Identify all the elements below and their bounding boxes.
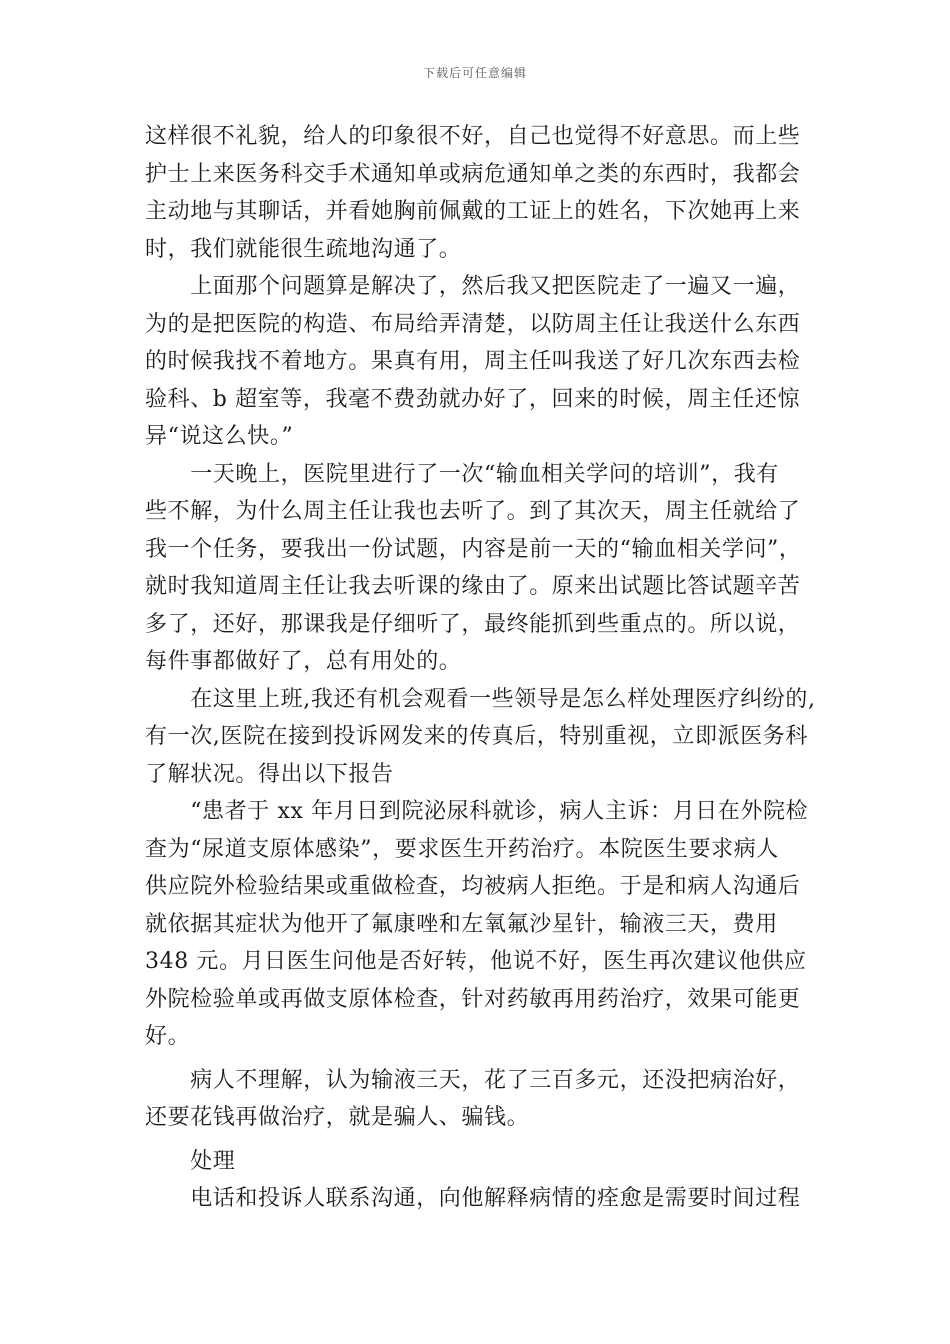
text-line: 348 元。月日医生问他是否好转，他说不好，医生再次建议他供应 [145, 949, 807, 974]
page-header: 下载后可任意编辑 [422, 66, 527, 80]
text-line: 在这里上班,我还有机会观看一些领导是怎么样处理医疗纠纷的, [145, 686, 816, 712]
text-line: 供应院外检验结果或重做检查，均被病人拒绝。于是和病人沟通后 [145, 874, 801, 899]
text-line: 电话和投诉人联系沟通，向他解释病情的痊愈是需要时间过程 [145, 1186, 801, 1211]
text-line: 有一次,医院在接到投诉网发来的传真后，特别重视，立即派医务科 [145, 724, 808, 749]
text-line: 时，我们就能很生疏地沟通了。 [145, 236, 462, 262]
text-line: 的时候我找不着地方。果真有用，周主任叫我送了好几次东西去检 [145, 349, 801, 374]
text-line: 了解状况。得出以下报告 [145, 761, 394, 787]
text-line: 多了，还好，那课我是仔细听了，最终能抓到些重点的。所以说， [145, 611, 801, 637]
text-line: “患者于 xx 年月日到院泌尿科就诊，病人主诉：月日在外院检 [145, 799, 809, 824]
text-line: 就依据其症状为他开了氟康唑和左氧氟沙星针，输液三天，费用 [145, 911, 778, 937]
text-line: 一天晚上，医院里进行了一次“输血相关学问的培训”，我有 [145, 461, 779, 487]
text-line: 每件事都做好了，总有用处的。 [145, 649, 462, 674]
text-line: 为的是把医院的构造、布局给弄清楚，以防周主任让我送什么东西 [145, 311, 801, 337]
text-line: 主动地与其聊话，并看她胸前佩戴的工证上的姓名，下次她再上来 [145, 199, 801, 224]
section-heading: 处理 [145, 1148, 236, 1174]
text-line: 验科、b 超室等，我毫不费劲就办好了，回来的时候，周主任还惊 [145, 386, 801, 412]
text-line: 就时我知道周主任让我去听课的缘由了。原来出试题比答试题辛苦 [145, 574, 801, 599]
document-body [145, 118, 815, 1218]
text-line: 些不解，为什么周主任让我也去听了。到了其次天，周主任就给了 [145, 499, 801, 524]
text-line: 上面那个问题算是解决了，然后我又把医院走了一遍又一遍， [145, 274, 801, 299]
text-line: 好。 [145, 1024, 191, 1049]
text-line: 异“说这么快。” [145, 424, 294, 449]
text-line: 我一个任务，要我出一份试题，内容是前一天的“输血相关学问”， [145, 536, 802, 562]
text-line: 还要花钱再做治疗，就是骗人、骗钱。 [145, 1105, 530, 1130]
text-line: 这样很不礼貌，给人的印象很不好，自己也觉得不好意思。而上些 [145, 124, 801, 149]
text-line: 护士上来医务科交手术通知单或病危通知单之类的东西时，我都会 [145, 161, 801, 187]
text-line: 外院检验单或再做支原体检查，针对药敏再用药治疗，效果可能更 [145, 986, 801, 1012]
text-line: 病人不理解，认为输液三天，花了三百多元，还没把病治好， [145, 1067, 801, 1093]
text-line: 查为“尿道支原体感染”，要求医生开药治疗。本院医生要求病人 [145, 836, 779, 862]
